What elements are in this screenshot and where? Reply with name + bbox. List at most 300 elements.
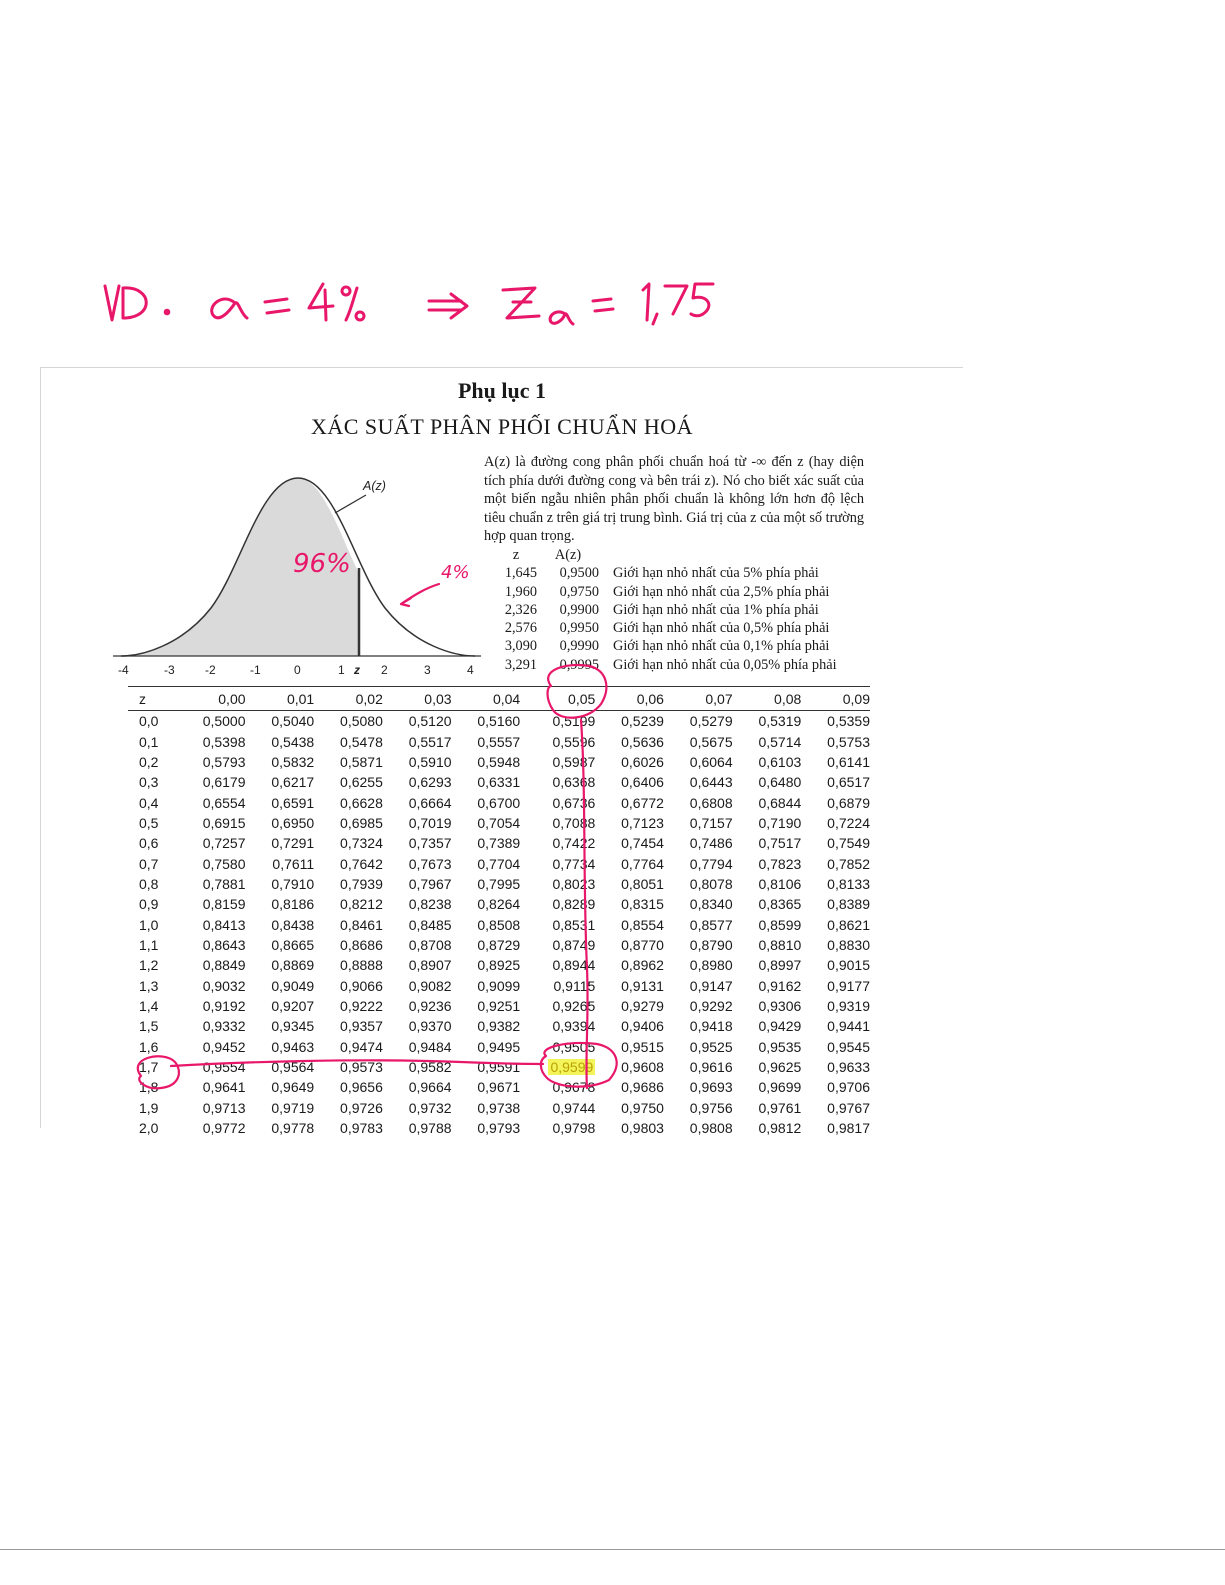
table-cell: 0,6591 [271,794,315,811]
table-cell: 0,6026 [621,753,664,770]
table-cell: 0,8413 [202,916,246,933]
table-cell: 0,9545 [827,1038,870,1055]
table-cell: 0,5359 [827,713,870,730]
table-cell: 0,5636 [621,733,664,750]
table-row [128,894,870,914]
table-cell: 0,5596 [552,733,596,750]
column-header: 0,01 [246,687,315,711]
table-cell: 0,7673 [408,855,452,872]
table-cell: 0,8980 [689,957,733,974]
table-cell: 0,6217 [271,774,315,791]
table-cell: 0,8869 [271,957,315,974]
table-cell: 0,5753 [827,733,870,750]
table-cell: 0,6808 [689,794,733,811]
table-cell: 0,7257 [202,835,246,852]
table-cell: 0,6368 [552,774,596,791]
table-cell: 0,8461 [340,916,383,933]
table-cell: 0,9564 [271,1059,315,1076]
table-row [128,711,870,732]
table-cell: 0,7939 [340,875,383,892]
table-cell: 0,8749 [552,936,596,953]
table-cell: 0,6293 [408,774,452,791]
table-cell: 0,7764 [621,855,664,872]
table-row [128,833,870,853]
z-row-label: 1,0 [139,916,159,933]
table-cell: 0,6915 [202,814,246,831]
reference-note: Giới hạn nhỏ nhất của 5% phía phải [613,565,819,582]
z-row-label: 0,3 [139,774,159,791]
table-cell: 0,8264 [477,896,521,913]
table-cell: 0,6985 [340,814,383,831]
left-percent-ink: 96% [293,549,351,579]
table-cell: 0,8686 [340,936,383,953]
table-cell: 0,9817 [827,1120,870,1137]
table-cell: 0,7224 [827,814,870,831]
axis-tick: 4 [467,663,474,677]
reference-row [487,583,837,601]
table-cell: 0,8159 [202,896,246,913]
table-cell: 0,7823 [758,855,802,872]
z-row-label: 1,6 [139,1038,159,1055]
table-cell: 0,9082 [408,977,452,994]
table-cell: 0,9798 [552,1120,596,1137]
table-cell: 0,9744 [552,1099,596,1116]
reference-row [487,601,837,619]
reference-row [487,656,837,674]
z-table-header-row [128,687,870,711]
table-cell: 0,7454 [621,835,664,852]
column-header: 0,04 [452,687,521,711]
table-cell: 0,7517 [758,835,802,852]
table-cell: 0,9767 [827,1099,870,1116]
table-cell: 0,7422 [552,835,596,852]
table-cell: 0,8554 [621,916,664,933]
table-cell: 0,6554 [202,794,246,811]
table-cell: 0,7794 [689,855,733,872]
table-cell: 0,6664 [408,794,452,811]
table-cell: 0,7881 [202,875,246,892]
table-cell: 0,9452 [202,1038,246,1055]
z-row-label: 0,0 [139,713,159,730]
table-cell: 0,7190 [758,814,802,831]
table-cell: 0,5478 [340,733,383,750]
table-cell: 0,9573 [340,1059,383,1076]
reference-header-row [487,546,837,564]
z-row-label: 0,6 [139,835,159,852]
table-cell: 0,9738 [477,1099,521,1116]
table-cell: 0,9706 [827,1079,870,1096]
page-bottom-rule [0,1549,1225,1550]
table-row [128,731,870,751]
z-row-label: 1,7 [139,1059,159,1076]
table-cell: 0,9131 [621,977,664,994]
table-cell: 0,6772 [621,794,664,811]
axis-tick: z [354,663,360,677]
z-row-label: 1,1 [139,936,159,953]
table-cell: 0,9115 [553,977,596,994]
table-row [128,1077,870,1097]
table-cell: 0,5120 [408,713,452,730]
column-header: 0,07 [664,687,733,711]
table-cell: 0,8315 [621,896,664,913]
table-cell: 0,9441 [827,1018,870,1035]
table-cell: 0,6517 [827,774,870,791]
table-cell: 0,8078 [689,875,733,892]
table-cell: 0,9495 [477,1038,521,1055]
table-row [128,792,870,812]
table-cell: 0,8051 [621,875,664,892]
table-cell: 0,9616 [689,1059,733,1076]
pointer-arrow-ink [401,584,439,606]
table-cell: 0,9726 [340,1099,383,1116]
table-cell: 0,7357 [408,835,452,852]
table-cell: 0,9049 [271,977,315,994]
table-cell: 0,8289 [552,896,596,913]
table-cell: 0,5040 [271,713,315,730]
page-title: XÁC SUẤT PHÂN PHỐI CHUẨN HOÁ [310,414,694,439]
table-cell: 0,9783 [340,1120,383,1137]
table-cell: 0,9678 [552,1079,596,1096]
table-cell: 0,9032 [202,977,246,994]
z-table-body [128,711,870,1139]
table-cell: 0,6628 [340,794,383,811]
table-cell: 0,9664 [408,1079,452,1096]
table-cell: 0,8997 [758,957,802,974]
reference-note: Giới hạn nhỏ nhất của 0,05% phía phải [613,656,837,673]
table-cell: 0,7549 [827,835,870,852]
table-cell: 0,9099 [477,977,521,994]
highlighted-cell-value: 0,9599 [550,1059,594,1076]
reference-row [487,564,837,582]
table-cell: 0,9656 [340,1079,383,1096]
table-cell: 0,8599 [758,916,802,933]
scanned-table-page [40,367,963,1137]
table-cell: 0,7389 [477,835,521,852]
column-header: 0,08 [733,687,802,711]
reference-z: 2,576 [504,620,537,637]
table-cell: 0,5279 [689,713,733,730]
z-row-label: 0,4 [139,794,159,811]
reference-header-z: z [512,547,520,563]
table-row [128,955,870,975]
table-cell: 0,7910 [271,875,315,892]
table-cell: 0,7486 [689,835,733,852]
table-cell: 0,9222 [340,997,383,1014]
table-cell: 0,9251 [477,997,521,1014]
table-cell: 0,6950 [271,814,315,831]
reference-note: Giới hạn nhỏ nhất của 0,5% phía phải [613,620,830,637]
table-cell: 0,8186 [271,896,315,913]
table-cell: 0,5000 [202,713,246,730]
table-cell: 0,5517 [408,733,452,750]
axis-tick: 2 [381,663,388,677]
table-cell: 0,9788 [408,1120,452,1137]
table-cell: 0,5239 [621,713,664,730]
table-cell: 0,9699 [758,1079,802,1096]
table-cell: 0,5319 [758,713,802,730]
table-cell: 0,9803 [621,1120,664,1137]
table-cell: 0,9394 [552,1018,596,1035]
table-cell: 0,5948 [477,753,521,770]
table-cell: 0,9474 [340,1038,383,1055]
table-cell: 0,9649 [271,1079,315,1096]
reference-a: 0,9900 [559,601,599,618]
table-row [128,1118,870,1138]
table-cell: 0,5675 [689,733,733,750]
table-cell: 0,8531 [552,916,596,933]
table-cell: 0,7157 [689,814,733,831]
table-cell: 0,5910 [408,753,452,770]
table-cell: 0,9192 [202,997,246,1014]
table-cell: 0,9265 [552,997,596,1014]
table-cell: 0,9236 [408,997,452,1014]
table-row [128,874,870,894]
column-header: 0,02 [314,687,383,711]
reference-a: 0,9750 [559,583,599,600]
table-cell: 0,9015 [827,957,870,974]
table-cell: 0,9591 [477,1059,521,1076]
z-row-label: 0,5 [139,814,159,831]
table-cell: 0,8962 [621,957,664,974]
normal-curve-figure [101,448,501,680]
column-header: 0,00 [177,687,246,711]
table-cell: 0,6179 [202,774,246,791]
table-cell [520,1057,595,1077]
table-cell: 0,9382 [477,1018,521,1035]
table-cell: 0,8729 [477,936,521,953]
z-row-label: 1,5 [139,1018,159,1035]
table-cell: 0,8023 [552,875,596,892]
table-cell: 0,6103 [758,753,802,770]
z-row-label: 1,4 [139,997,159,1014]
table-row [128,996,870,1016]
table-cell: 0,8830 [827,936,870,953]
reference-z: 3,291 [504,656,537,673]
table-cell: 0,9693 [689,1079,733,1096]
z-row-label: 0,7 [139,855,159,872]
table-cell: 0,9713 [202,1099,246,1116]
table-cell: 0,9463 [271,1038,315,1055]
table-cell: 0,9772 [202,1120,246,1137]
table-cell: 0,9066 [340,977,383,994]
column-header: 0,06 [595,687,664,711]
reference-header-a: A(z) [554,547,582,563]
axis-tick: 1 [338,663,345,677]
reference-note: Giới hạn nhỏ nhất của 1% phía phải [613,601,819,618]
z-column-header: z [128,687,177,711]
table-cell: 0,9582 [408,1059,452,1076]
table-cell: 0,8238 [408,896,452,913]
axis-tick: 3 [424,663,431,677]
table-cell: 0,9292 [689,997,733,1014]
table-row [128,813,870,833]
table-cell: 0,6879 [827,794,870,811]
reference-a: 0,9500 [559,565,599,582]
table-cell: 0,7995 [477,875,521,892]
table-cell: 0,5438 [271,733,315,750]
table-cell: 0,9370 [408,1018,452,1035]
table-cell: 0,8708 [408,936,452,953]
table-cell: 0,9147 [689,977,733,994]
table-cell: 0,7123 [621,814,664,831]
table-cell: 0,6700 [477,794,521,811]
table-cell: 0,8485 [408,916,452,933]
table-cell: 0,9177 [827,977,870,994]
axis-tick: -4 [118,663,129,677]
table-cell: 0,6255 [340,774,383,791]
table-cell: 0,9162 [758,977,802,994]
table-row [128,1037,870,1057]
column-header: 0,05 [520,687,595,711]
table-cell: 0,9535 [758,1038,802,1055]
table-cell: 0,5793 [202,753,246,770]
table-cell: 0,9406 [621,1018,664,1035]
table-cell: 0,7852 [827,855,870,872]
table-cell: 0,9750 [621,1099,664,1116]
table-cell: 0,7967 [408,875,452,892]
table-row [128,772,870,792]
z-row-label: 0,2 [139,753,159,770]
table-cell: 0,9207 [271,997,315,1014]
z-row-label: 1,2 [139,957,159,974]
z-row-label: 0,9 [139,896,159,913]
reference-z: 3,090 [504,638,537,655]
table-cell: 0,9808 [689,1120,733,1137]
table-cell: 0,9756 [689,1099,733,1116]
reference-z: 1,645 [504,565,537,582]
table-cell: 0,8577 [689,916,733,933]
table-cell: 0,9484 [408,1038,452,1055]
table-cell: 0,8849 [202,957,246,974]
table-cell: 0,9279 [621,997,664,1014]
table-cell: 0,8340 [689,896,733,913]
table-cell: 0,9778 [271,1120,315,1137]
z-row-label: 1,9 [139,1099,159,1116]
z-row-label: 2,0 [139,1120,159,1137]
table-cell: 0,8212 [340,896,383,913]
column-header: 0,09 [801,687,870,711]
table-cell: 0,9505 [552,1038,596,1055]
table-cell: 0,5080 [340,713,383,730]
right-percent-ink: 4% [441,562,470,583]
reference-values [487,546,837,674]
table-row [128,853,870,873]
table-cell: 0,9345 [271,1018,315,1035]
table-cell: 0,9418 [689,1018,733,1035]
table-cell: 0,8438 [271,916,315,933]
table-row [128,1057,870,1077]
table-row [128,935,870,955]
table-cell: 0,6480 [758,774,802,791]
curve-pointer [335,495,366,513]
table-cell: 0,9608 [621,1059,664,1076]
table-cell: 0,8907 [408,957,452,974]
table-cell: 0,5714 [758,733,802,750]
reference-note: Giới hạn nhỏ nhất của 2,5% phía phải [613,583,830,600]
z-table [128,686,870,1138]
table-cell: 0,7088 [552,814,596,831]
table-cell: 0,9306 [758,997,802,1014]
table-cell: 0,8508 [477,916,521,933]
table-cell: 0,9525 [689,1038,733,1055]
reference-a: 0,9995 [559,656,599,673]
table-cell: 0,5871 [340,753,383,770]
table-cell: 0,8643 [202,936,246,953]
table-cell: 0,8106 [758,875,802,892]
table-row [128,1016,870,1036]
table-cell: 0,6736 [552,794,596,811]
table-cell: 0,5160 [477,713,521,730]
handwritten-note [95,268,775,338]
table-cell: 0,7324 [340,835,383,852]
table-cell: 0,9319 [827,997,870,1014]
axis-tick: 0 [294,663,301,677]
reference-note: Giới hạn nhỏ nhất của 0,1% phía phải [613,638,830,655]
reference-row [487,637,837,655]
table-cell: 0,7019 [408,814,452,831]
table-cell: 0,9671 [477,1079,521,1096]
reference-a: 0,9990 [559,638,599,655]
curve-label: A(z) [363,479,386,493]
reference-z: 2,326 [504,601,537,618]
table-cell: 0,9686 [621,1079,664,1096]
table-cell: 0,8665 [271,936,315,953]
z-row-label: 1,8 [139,1079,159,1096]
table-cell: 0,8770 [621,936,664,953]
table-row [128,752,870,772]
table-cell: 0,8790 [689,936,733,953]
table-cell: 0,9761 [758,1099,802,1116]
description-text: A(z) là đường cong phân phối chuẩn hoá từ -∞ đến z (hay diện tích phía dưới đường cong và bên trái z). Nó cho biết xác suất của một biến ngẫu nhiên phân phối chuẩn là không lớn hơn độ lệch tiêu chuẩn z trên giá trị trung bình. Giá trị của z của một số trường hợp quan trọng. [484,454,864,544]
z-row-label: 1,3 [139,977,159,994]
table-row [128,1098,870,1118]
table-cell: 0,7734 [552,855,596,872]
table-cell: 0,8133 [827,875,870,892]
table-cell: 0,5557 [477,733,521,750]
table-cell: 0,8944 [552,957,596,974]
table-cell: 0,9732 [408,1099,452,1116]
table-cell: 0,9332 [202,1018,246,1035]
table-cell: 0,7580 [202,855,246,872]
table-row [128,914,870,934]
table-cell: 0,8365 [758,896,802,913]
table-cell: 0,8925 [477,957,521,974]
table-cell: 0,8389 [827,896,870,913]
appendix-title: Phụ lục 1 [457,378,547,403]
table-cell: 0,9625 [758,1059,802,1076]
table-cell: 0,6141 [827,753,870,770]
table-cell: 0,8810 [758,936,802,953]
z-row-label: 0,1 [139,733,159,750]
reference-row [487,619,837,637]
table-cell: 0,9641 [202,1079,246,1096]
table-cell: 0,9719 [271,1099,315,1116]
table-cell: 0,8888 [340,957,383,974]
table-cell: 0,9554 [202,1059,246,1076]
table-cell: 0,5199 [552,713,596,730]
table-cell: 0,9812 [758,1120,802,1137]
table-cell: 0,7642 [340,855,383,872]
table-cell: 0,6331 [477,774,521,791]
reference-z: 1,960 [504,583,537,600]
table-row [128,975,870,995]
table-cell: 0,7291 [271,835,315,852]
table-cell: 0,9793 [477,1120,521,1137]
z-row-label: 0,8 [139,875,159,892]
table-cell: 0,7704 [477,855,521,872]
table-cell: 0,9429 [758,1018,802,1035]
table-cell: 0,6844 [758,794,802,811]
